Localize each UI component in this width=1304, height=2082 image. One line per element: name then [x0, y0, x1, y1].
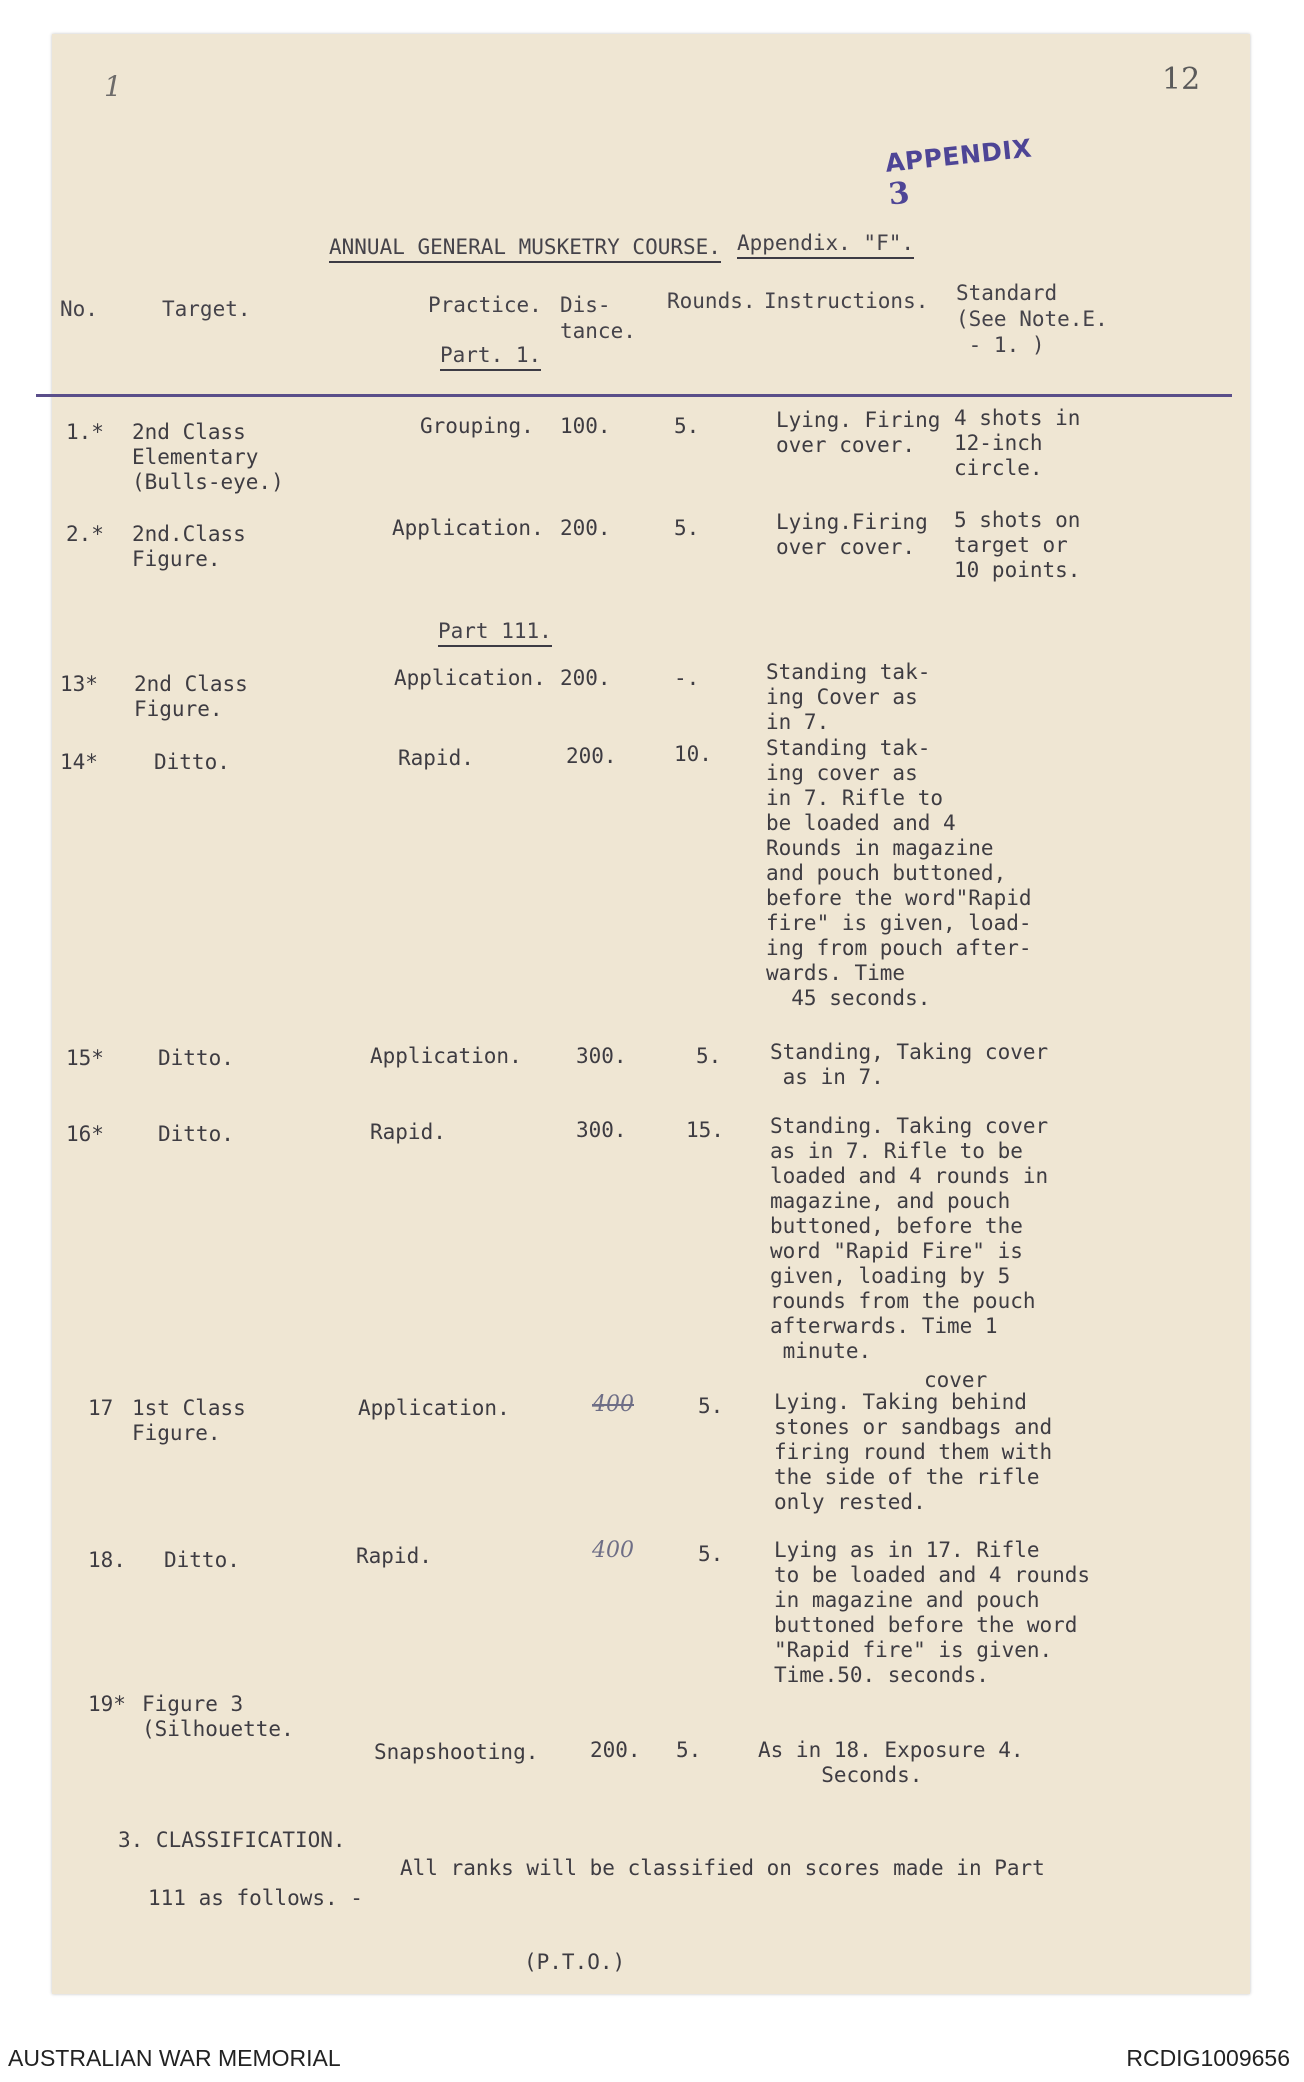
row-16-rounds: 15. — [686, 1118, 724, 1142]
row-18-instructions: Lying as in 17. Rifle to be loaded and 4 rounds in magazine and pouch buttoned before the word "Rapid fire" is given. Time.50. seconds. — [774, 1538, 1091, 1687]
row-1-instructions: Lying. Firing over cover. — [776, 408, 941, 457]
row-15-target: Ditto. — [158, 1046, 234, 1070]
row-15-practice: Application. — [370, 1044, 522, 1068]
document-page — [52, 34, 1250, 1994]
row-14-target: Ditto. — [154, 750, 230, 774]
classification-text: All ranks will be classified on scores made in Part — [400, 1856, 1045, 1880]
row-16-instructions: Standing. Taking cover as in 7. Rifle to be loaded and 4 rounds in magazine, and pouch buttoned, before the word "Rapid Fire" is given, loading by 5 rounds from the pouch afterwards. Time 1 minute. — [770, 1114, 1049, 1363]
footer-catalogue-id: RCDIG1009656 — [1126, 2045, 1290, 2071]
page-number: 12 — [1162, 62, 1201, 97]
row-14-rounds: 10. — [674, 742, 712, 766]
appendix-stamp — [844, 105, 1040, 246]
row-15-instructions: Standing, Taking cover as in 7. — [770, 1040, 1049, 1089]
row-16-no: 16* — [66, 1122, 104, 1146]
row-14-no: 14* — [60, 750, 98, 774]
row-14-distance: 200. — [566, 744, 617, 768]
row-19-practice: Snapshooting. — [374, 1740, 539, 1764]
row-13-instructions: Standing tak- ing Cover as in 7. — [766, 660, 931, 734]
header-rule — [36, 394, 1232, 397]
col-distance: Dis- tance. — [560, 293, 636, 343]
row-18-practice: Rapid. — [356, 1544, 432, 1568]
row-1-practice: Grouping. — [420, 414, 534, 438]
row-19-target: Figure 3 (Silhouette. — [142, 1692, 294, 1741]
row-18-target: Ditto. — [164, 1548, 240, 1572]
col-practice: Practice. — [428, 293, 542, 317]
col-standard: Standard (See Note.E. - 1. ) — [956, 281, 1108, 357]
footer-institution: AUSTRALIAN WAR MEMORIAL — [8, 2045, 341, 2071]
row-17-distance: 400 — [592, 1392, 634, 1417]
row-1-standard: 4 shots in 12-inch circle. — [954, 406, 1081, 480]
row-18-no: 18. — [88, 1548, 126, 1572]
row-19-rounds: 5. — [676, 1738, 702, 1762]
row-16-distance: 300. — [576, 1118, 627, 1142]
row-16-practice: Rapid. — [370, 1120, 446, 1144]
row-1-target: 2nd Class Elementary (Bulls-eye.) — [132, 420, 284, 494]
row-19-distance: 200. — [590, 1738, 641, 1762]
row-13-practice: Application. — [394, 666, 546, 690]
row-17-instructions: Lying. Taking behind stones or sandbags and firing round them with the side of the rifle only rested. — [774, 1390, 1053, 1514]
row-18-distance: 400 — [592, 1538, 634, 1563]
part-3-heading: Part 111. — [438, 618, 552, 647]
appendix-reference: Appendix. "F". — [737, 230, 914, 259]
corner-pencil-mark: 1 — [104, 70, 122, 103]
col-no: No. — [60, 297, 98, 321]
document-title: ANNUAL GENERAL MUSKETRY COURSE. — [329, 234, 721, 263]
row-18-rounds: 5. — [698, 1542, 724, 1566]
row-13-rounds: -. — [674, 666, 700, 690]
row-1-no: 1.* — [66, 420, 104, 444]
col-rounds: Rounds. — [667, 289, 756, 313]
row-17-target: 1st Class Figure. — [132, 1396, 246, 1445]
appendix-stamp-number: 3 — [886, 175, 912, 213]
row-17-instructions-insert: cover — [924, 1368, 988, 1392]
part-1-heading: Part. 1. — [440, 342, 541, 371]
row-17-rounds: 5. — [698, 1394, 724, 1418]
row-1-rounds: 5. — [674, 414, 700, 438]
row-14-instructions: Standing tak- ing cover as in 7. Rifle to be loaded and 4 Rounds in magazine and pouch buttoned, before the word"Rapid fire" is given, load- ing from pouch after- wards. Time 45 seconds. — [766, 736, 1032, 1010]
row-17-no: 17 — [88, 1396, 114, 1420]
row-2-standard: 5 shots on target or 10 points. — [954, 508, 1081, 582]
appendix-stamp-text: APPENDIX — [883, 133, 1034, 178]
row-19-no: 19* — [88, 1692, 126, 1716]
row-2-instructions: Lying.Firing over cover. — [776, 510, 928, 559]
row-19-instructions: As in 18. Exposure 4. Seconds. — [758, 1738, 1024, 1787]
row-17-practice: Application. — [358, 1396, 510, 1420]
row-2-practice: Application. — [392, 516, 544, 540]
row-15-no: 15* — [66, 1046, 104, 1070]
col-instructions: Instructions. — [764, 289, 929, 313]
pto-note: (P.T.O.) — [524, 1950, 626, 1974]
row-2-no: 2.* — [66, 522, 104, 546]
row-15-distance: 300. — [576, 1044, 627, 1068]
row-13-target: 2nd Class Figure. — [134, 672, 248, 721]
classification-heading: 3. CLASSIFICATION. — [118, 1828, 346, 1852]
row-2-distance: 200. — [560, 516, 611, 540]
row-16-target: Ditto. — [158, 1122, 234, 1146]
row-2-rounds: 5. — [674, 516, 700, 540]
row-13-distance: 200. — [560, 666, 611, 690]
col-target: Target. — [162, 297, 251, 321]
row-15-rounds: 5. — [696, 1044, 722, 1068]
classification-text-2: 111 as follows. - — [148, 1886, 363, 1910]
row-1-distance: 100. — [560, 414, 611, 438]
row-2-target: 2nd.Class Figure. — [132, 522, 246, 571]
row-13-no: 13* — [60, 672, 98, 696]
row-14-practice: Rapid. — [398, 746, 474, 770]
